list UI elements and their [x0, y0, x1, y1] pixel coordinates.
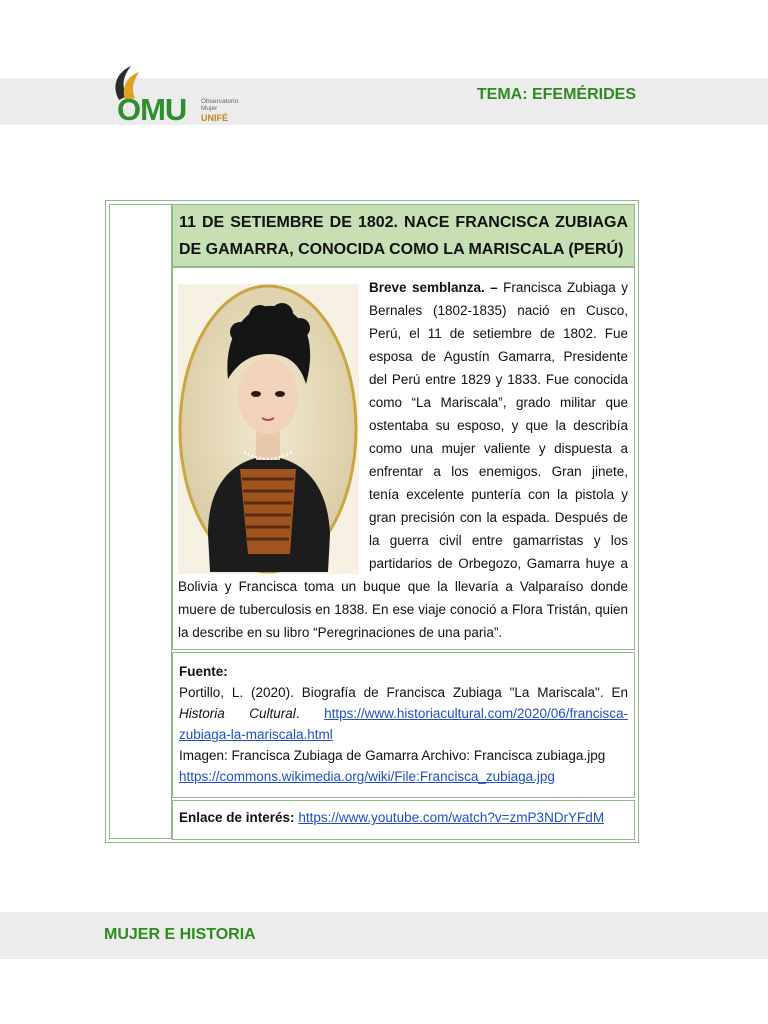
- logo-subtitle-line-2: Mujer: [201, 105, 218, 112]
- card-body-cell: [172, 267, 635, 650]
- portrait-image: [178, 284, 359, 574]
- logo-subtitle: [201, 98, 238, 112]
- source-url-link[interactable]: https://www.historiacultural.com/2020/06/francisca-zubiaga-la-mariscala.html: [179, 706, 628, 742]
- logo-subtitle-line-1: Observatorio: [201, 98, 239, 105]
- card-interest-cell: [172, 800, 635, 840]
- source-citation-italic: Historia Cultural: [179, 706, 296, 721]
- source-citation-post: .: [295, 706, 325, 721]
- interest-url-link[interactable]: https://www.youtube.com/watch?v=zmP3NDrYFdM: [298, 810, 605, 825]
- logo-text: OMU: [117, 92, 187, 127]
- card-title: 11 DE SETIEMBRE DE 1802. NACE FRANCISCA ZUBIAGA DE GAMARRA, CONOCIDA COMO LA MARISCALA (PERÚ): [179, 214, 628, 258]
- source-label: Fuente:: [179, 664, 228, 679]
- body-lead: Breve semblanza. –: [369, 280, 498, 295]
- source-citation-pre: Portillo, L. (2020). Biografía de Francisca Zubiaga "La Mariscala". En: [179, 685, 628, 700]
- footer-title: MUJER E HISTORIA: [104, 926, 256, 943]
- card-source-cell: [172, 652, 635, 798]
- efemeride-card: [105, 200, 639, 843]
- interest-label: Enlace de interés:: [179, 810, 295, 825]
- image-url-link[interactable]: https://commons.wikimedia.org/wiki/File:Francisca_zubiaga.jpg: [179, 769, 555, 784]
- body-paragraph: Francisca Zubiaga y Bernales (1802-1835) nació en Cusco, Perú, el 11 de setiembre de 1802. Fue esposa de Agustín Gamarra, Presidente del Perú entre 1829 y 1833. Fue conocida como “La Mariscala”, grado militar que ostentaba su esposo, y que la describía como una mujer valiente y dispuesta a enfrentar a los enemigos. Gran jinete, tenía excelente puntería con la pistola y gran precisión con la espada. Después de la guerra civil entre gamarristas y los partidarios de Orbegozo, Gamarra huye a Bolivia y Francisca toma un buque que la llevaría a Valparaíso donde muere de tuberculosis en 1838. En ese viaje conoció a Flora Tristán, quien la describe en su libro “Peregrinaciones de una paria”.: [178, 280, 628, 640]
- tema-heading: TEMA: EFEMÉRIDES: [476, 86, 636, 103]
- image-credit: Imagen: Francisca Zubiaga de Gamarra Archivo: Francisca zubiaga.jpg: [179, 748, 606, 763]
- source-citation: [179, 682, 628, 745]
- card-title-cell: [172, 204, 635, 267]
- card-left-column: [109, 204, 172, 839]
- logo-unife: UNIFÉ: [201, 113, 228, 123]
